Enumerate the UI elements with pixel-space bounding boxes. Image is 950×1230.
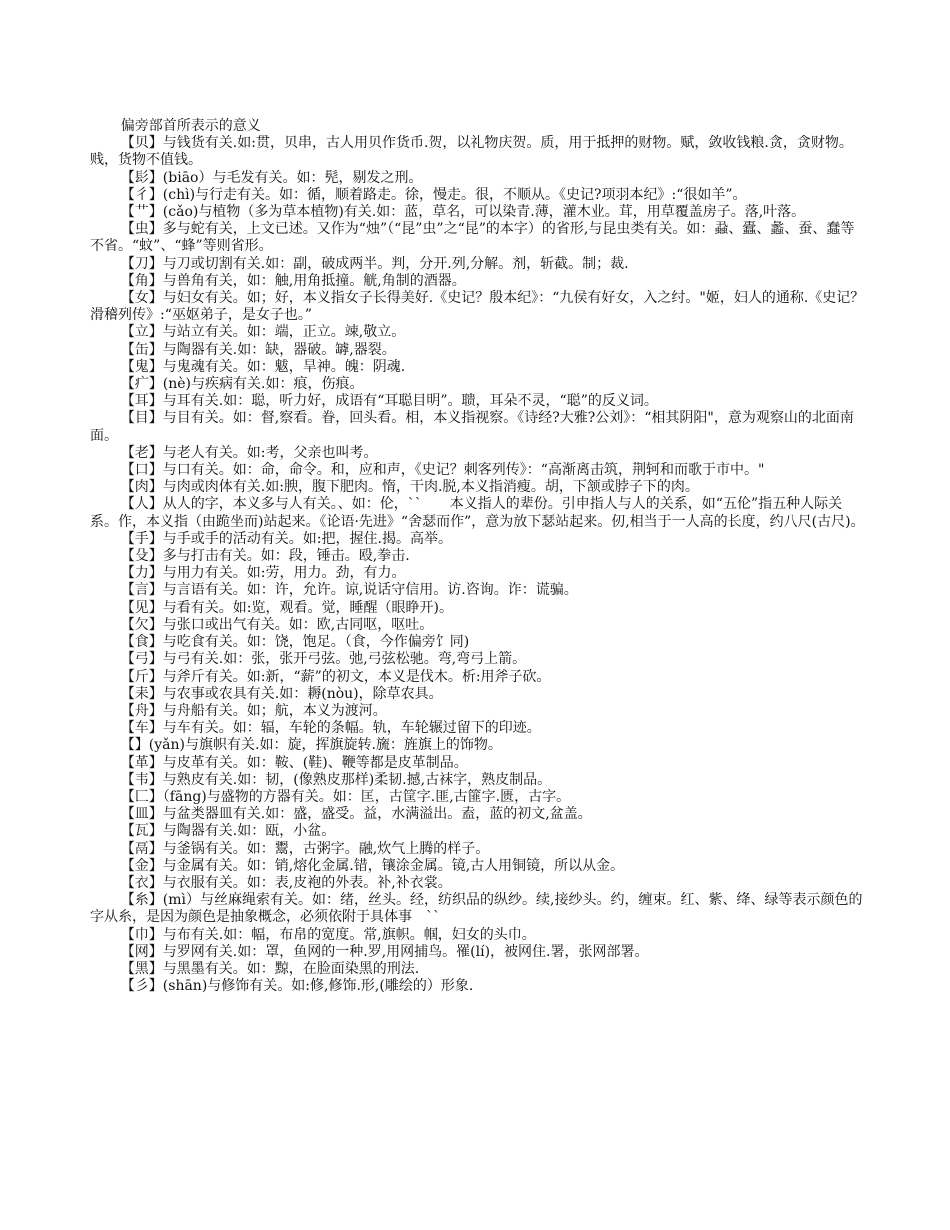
radical-entry: 【力】与用力有关。如:劳，用力。劲，有力。 xyxy=(120,565,406,582)
document-title: 偏旁部首所表示的意义 xyxy=(120,118,261,134)
radical-entry: 【鬼】与鬼魂有关。如：魃，旱神。魄：阴魂. xyxy=(120,358,406,375)
radical-entry: 【缶】与陶器有关.如：缺，器破。罅,器裂。 xyxy=(120,341,396,358)
entry-list xyxy=(90,135,865,995)
radical-entry: 【车】与车有关。如：辐，车轮的条幅。轨，车轮辗过留下的印迹。 xyxy=(120,720,541,737)
radical-entry: 【言】与言语有关。如：许，允许。谅,说话守信用。访.咨询。诈：谎骗。 xyxy=(120,582,578,599)
radical-entry: 【匚】（fāng)与盛物的方器有关。如：匡，古筐字.匪,古篚字.匮，古字。 xyxy=(120,788,571,805)
radical-entry: 【斤】与斧斤有关。如:新，“薪”的初文，本义是伐木。析:用斧子砍。 xyxy=(120,668,551,685)
radical-entry: 【彳】(chì)与行走有关。如：循，顺着路走。徐，慢走。很，不顺从。《史记?项羽本纪》:“很如羊”。 xyxy=(120,186,747,203)
radical-entry: 【虫】多与蛇有关，上文已述。又作为“烛”（“昆”虫”之“昆”的本字）的省形,与昆虫类有关。如：蝨、蠹、蠡、蚕、蠢等不省。“蚊”、“蜂”等则省形。 xyxy=(90,221,855,255)
radical-entry: 【弓】与弓有关.如：张，张开弓弦。弛,弓弦松驰。弯,弯弓上箭。 xyxy=(120,651,527,668)
radical-entry: 【皿】与盆类器皿有关.如：盛，盛受。益，水满溢出。盍，蓝的初文,盆盖。 xyxy=(120,806,592,823)
radical-entry: 【角】与兽角有关，如：触,用角抵撞。觥,角制的酒器。 xyxy=(120,272,466,289)
radical-entry: 【革】与皮革有关。如：鞍、(鞋)、鞭等都是皮革制品。 xyxy=(120,754,468,771)
radical-entry: 【耳】与耳有关.如：聪，听力好，成语有“耳聪目明”。聩，耳朵不灵，“聪”的反义词。 xyxy=(120,393,658,410)
radical-entry: 【疒】(nè)与疾病有关.如：痕，伤痕。 xyxy=(120,376,364,393)
radical-entry: 【舟】与舟船有关。如；航，本义为渡河。 xyxy=(120,702,387,719)
radical-entry: 【髟】(biāo）与毛发有关。如：髡，剔发之刑。 xyxy=(120,169,423,186)
radical-entry: 【瓦】与陶器有关.如：瓯，小盆。 xyxy=(120,823,336,840)
radical-entry: 【老】与老人有关。如:考，父亲也叫考。 xyxy=(120,444,378,461)
radical-entry: 【目】与目有关。如：督,察看。眷，回头看。相，本义指视察。《诗经?大雅?公刘》：“相其阴阳"，意为观察山的北面南面。 xyxy=(90,410,854,444)
radical-entry: 【艹】(cǎo)与植物（多为草本植物)有关.如：蓝，草名，可以染青.薄，灌木业。茸，用草覆盖房子。落,叶落。 xyxy=(120,204,806,221)
radical-entry: 【肉】与肉或肉体有关.如:腴，腹下肥肉。惰，干肉.脱,本义指消瘦。胡，下颔或脖子下的肉。 xyxy=(120,479,699,496)
radical-entry: 【女】与妇女有关。如；好，本义指女子长得美好.《史记？殷本纪》：“九侯有好女，入之纣。"姬，妇人的通称.《史记？滑稽列传》:“巫妪弟子，是女子也。” xyxy=(90,290,865,324)
radical-entry: 【金】与金属有关。如：销,熔化金属.错，镶涂金属。镜,古人用铜镜，所以从金。 xyxy=(120,857,625,874)
radical-entry: 【欠】与张口或出气有关。如：欧,古同呕，呕吐。 xyxy=(120,616,434,633)
radical-entry: 【耒】与农事或农具有关.如：耨(nòu)，除草农具。 xyxy=(120,685,443,702)
radical-entry: 【巾】与布有关.如：幅，布帛的宽度。常,旗帜。帼，妇女的头巾。 xyxy=(120,926,536,943)
radical-entry: 【贝】与钱货有关.如:贯，贝串，古人用贝作货币.贺，以礼物庆贺。质，用于抵押的财物。赋，敛收钱粮.贪，贪财物。贱，货物不值钱。 xyxy=(90,135,853,169)
radical-entry: 【食】与吃食有关。如：饶，饱足。（食，今作偏旁饣同) xyxy=(120,634,470,651)
radical-entry: 【立】与站立有关。如：端，正立。竦,敬立。 xyxy=(120,324,406,341)
radical-entry: 【人】从人的字，本义多与人有关。、如：伦，`` 本义指人的辈份。引申指人与人的关系，如“五伦”指五种人际关系。作，本义指（由跪坐而)站起来。《论语·先进》“舍瑟而作”，意为放下瑟站起来。仞,相当于一人高的长度，约八尺(古尺)。 xyxy=(90,496,865,530)
radical-entry: 【衣】与衣服有关。如：表,皮袍的外表。补,补衣裳。 xyxy=(120,874,452,891)
radical-entry: 【殳】多与打击有关。如：段，锤击。殴,拳击. xyxy=(120,548,410,565)
document-page xyxy=(90,118,865,995)
radical-entry: 【手】与手或手的活动有关。如:把，握住.揭。高举。 xyxy=(120,530,452,547)
radical-entry: 【见】与看有关。如:览，观看。觉，睡醒（眼睁开)。 xyxy=(120,599,453,616)
radical-entry: 【黑】与黑墨有关。如：黥，在脸面染黑的刑法. xyxy=(120,960,420,977)
radical-entry: 【刀】与刀或切割有关.如：副，破成两半。判，分开.列,分解。剂，斩截。制；裁. xyxy=(120,255,629,272)
radical-entry: 【】(yǎn)与旗帜有关.如：旋，挥旗旋转.旒：旌旗上的饰物。 xyxy=(120,737,502,754)
radical-entry: 【网】与罗网有关.如：罩，鱼网的一种.罗,用网捕鸟。罹(lí)，被网住.署，张网部署。 xyxy=(120,943,649,960)
radical-entry: 【糸】(mì）与丝麻绳索有关。如：绪，丝头。经，纺织品的纵纱。续,接纱头。约，缠束。红、紫、绛、绿等表示颜色的字从糸，是因为颜色是抽象概念，必须依附于具体事 `` xyxy=(90,892,863,926)
radical-entry: 【口】与口有关。如：命，命令。和，应和声，《史记？刺客列传》：“高渐离击筑，荆轲和而歌于市中。" xyxy=(120,462,765,479)
radical-entry: 【彡】(shān)与修饰有关。如:修,修饰.形,(雕绘的）形象. xyxy=(120,978,474,995)
radical-entry: 【鬲】与釜锅有关。如：鬻，古粥字。融,炊气上腾的样子。 xyxy=(120,840,490,857)
radical-entry: 【韦】与熟皮有关.如：韧，(像熟皮那样)柔韧.撼,古袜字，熟皮制品。 xyxy=(120,771,552,788)
